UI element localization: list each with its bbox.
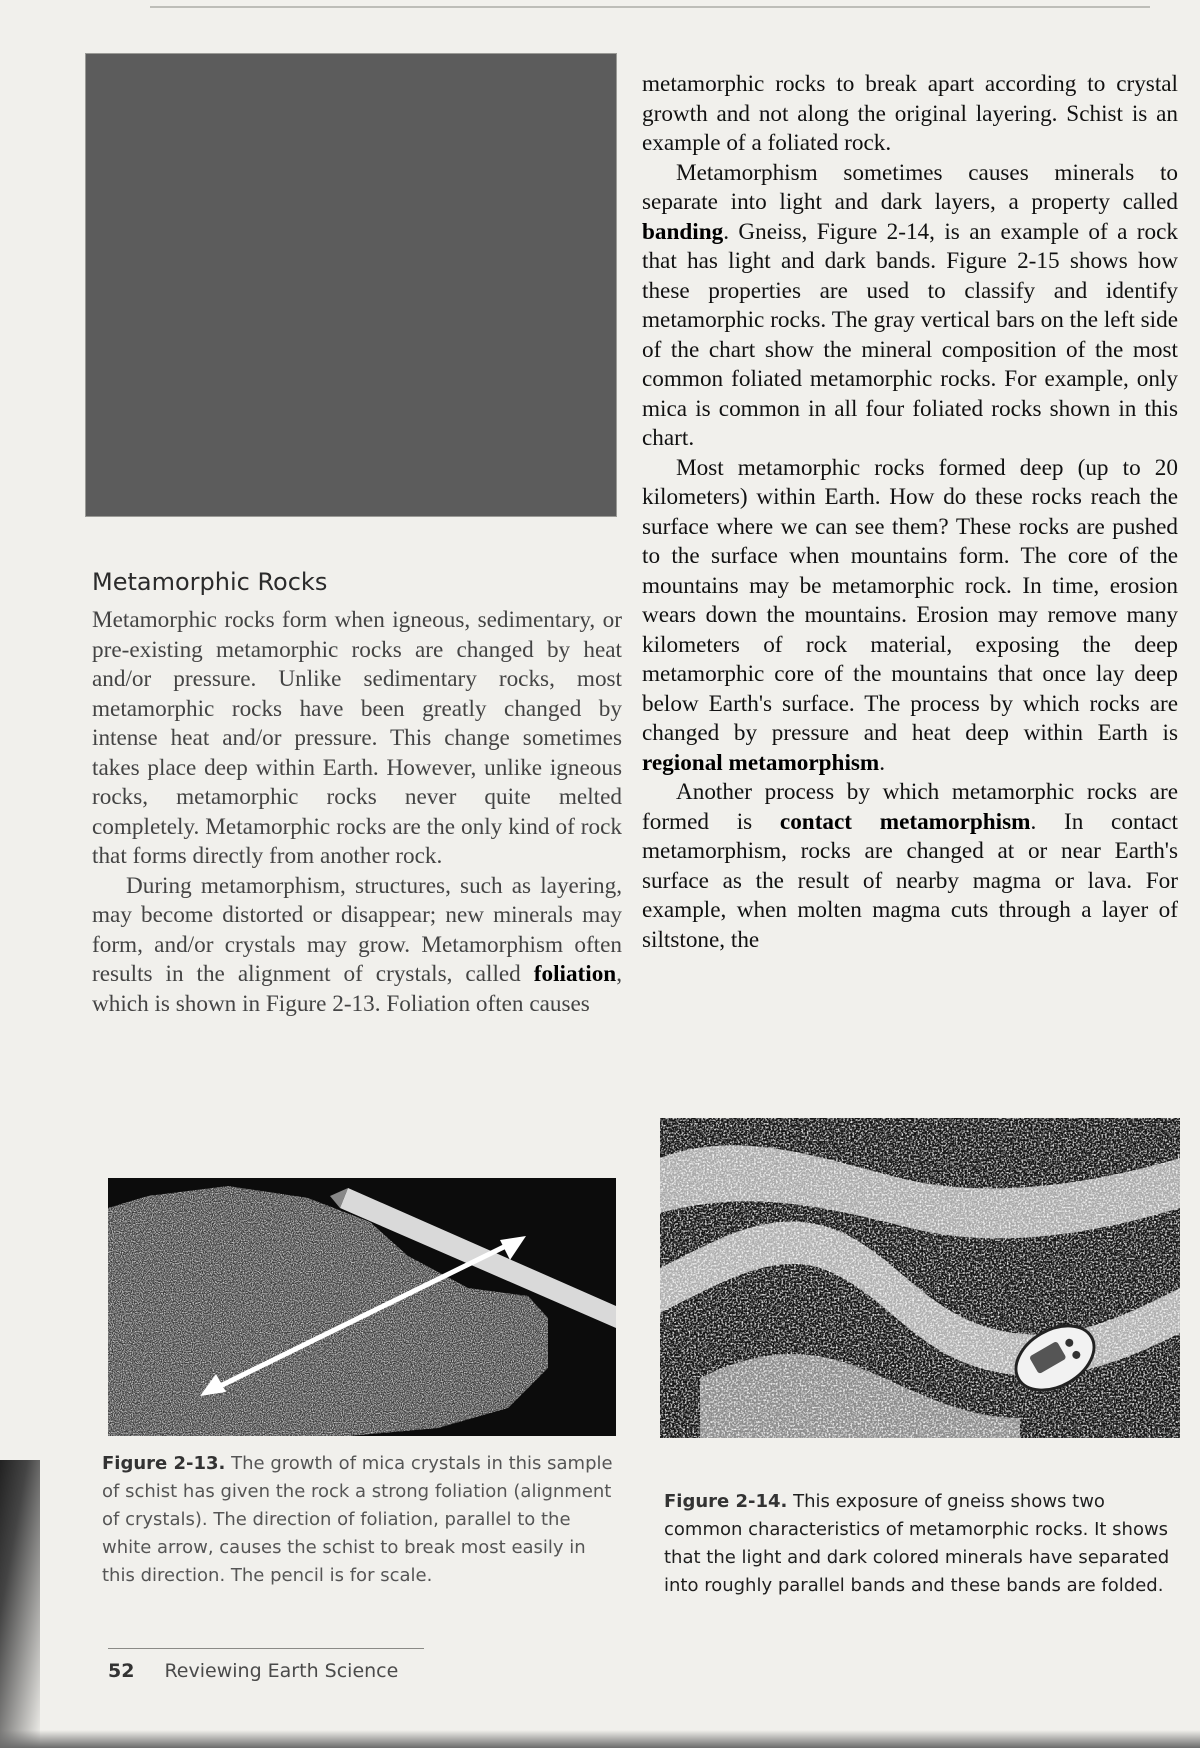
figure-label: Figure 2-14. [664, 1491, 788, 1512]
page-number: 52 [108, 1660, 135, 1682]
paragraph: During metamorphism, structures, such as layering, may become distorted or disappear; new minerals may form, and/or crystals may grow. Metamorphism often results in the alignment of crystals, called foliation, which is shown in Figure 2-13. Foliation often causes [92, 872, 622, 1017]
book-title: Reviewing Earth Science [164, 1660, 399, 1682]
gneiss-photo [660, 1118, 1180, 1438]
page-footer [108, 1660, 398, 1682]
paragraph: Metamorphism sometimes causes minerals to separate into light and dark layers, a property called banding. Gneiss, Figure 2-14, is an example of a rock that has light and dark bands. Figure 2-15 shows how these properties are used to classify and identify metamorphic rocks. The gray vertical bars on the left side of the chart show the mineral composition of the most common foliated metamorphic rocks. For example, only mica is common in all four foliated rocks shown in this chart. [642, 159, 1178, 451]
right-text-column [642, 70, 1178, 955]
term-foliation: foliation [533, 961, 617, 987]
scan-shadow-left [0, 1460, 40, 1748]
figure-label: Figure 2-13. [102, 1453, 226, 1474]
section-heading: Metamorphic Rocks [92, 568, 328, 596]
paragraph: Most metamorphic rocks formed deep (up to 20 kilometers) within Earth. How do these rocks reach the surface where we can see them? These rocks are pushed to the surface when mountains form. The core of the mountains may be metamorphic rock. In time, erosion wears down the mountains. Erosion may remove many kilometers of rock material, exposing the deep metamorphic core of the mountains that once lay deep below Earth's surface. The process by which rocks are changed by pressure and heat deep within Earth is regional metamorphism. [642, 454, 1178, 776]
paragraph: metamorphic rocks to break apart according to crystal growth and not along the original layering. Schist is an example of a foliated rock. [642, 71, 1178, 156]
scan-shadow-bottom [0, 1730, 1200, 1748]
paragraph: Another process by which metamorphic rocks are formed is contact metamorphism. In contact metamorphism, rocks are changed at or near Earth's surface as the result of nearby magma or lava. For example, when molten magma cuts through a layer of siltstone, the [642, 779, 1178, 953]
term-banding: banding [642, 218, 724, 245]
schist-photo [108, 1178, 616, 1436]
top-scan-rule [150, 6, 1150, 8]
caption-text: This exposure of gneiss shows two common characteristics of metamorphic rocks. It shows that the light and dark colored minerals have separated into roughly parallel bands and these bands are folded. [664, 1491, 1170, 1596]
blank-image-placeholder [85, 53, 617, 517]
figure-2-14-caption [664, 1488, 1184, 1600]
left-text-column [92, 606, 622, 1019]
figure-2-13-caption [102, 1450, 622, 1590]
term-regional-metamorphism: regional metamorphism [642, 749, 880, 776]
caption-text: The growth of mica crystals in this sample of schist has given the rock a strong foliation (alignment of crystals). The direction of foliation, parallel to the white arrow, causes the schist to break most easily in this direction. The pencil is for scale. [102, 1453, 613, 1586]
footer-rule [108, 1648, 424, 1649]
paragraph: Metamorphic rocks form when igneous, sedimentary, or pre-existing metamorphic rocks are changed by heat and/or pressure. Unlike sedimentary rocks, most metamorphic rocks have been greatly changed by intense heat and/or pressure. This change sometimes takes place deep within Earth. However, unlike igneous rocks, metamorphic rocks never quite melted completely. Metamorphic rocks are the only kind of rock that forms directly from another rock. [92, 607, 622, 869]
term-contact-metamorphism: contact metamorphism [779, 808, 1031, 835]
